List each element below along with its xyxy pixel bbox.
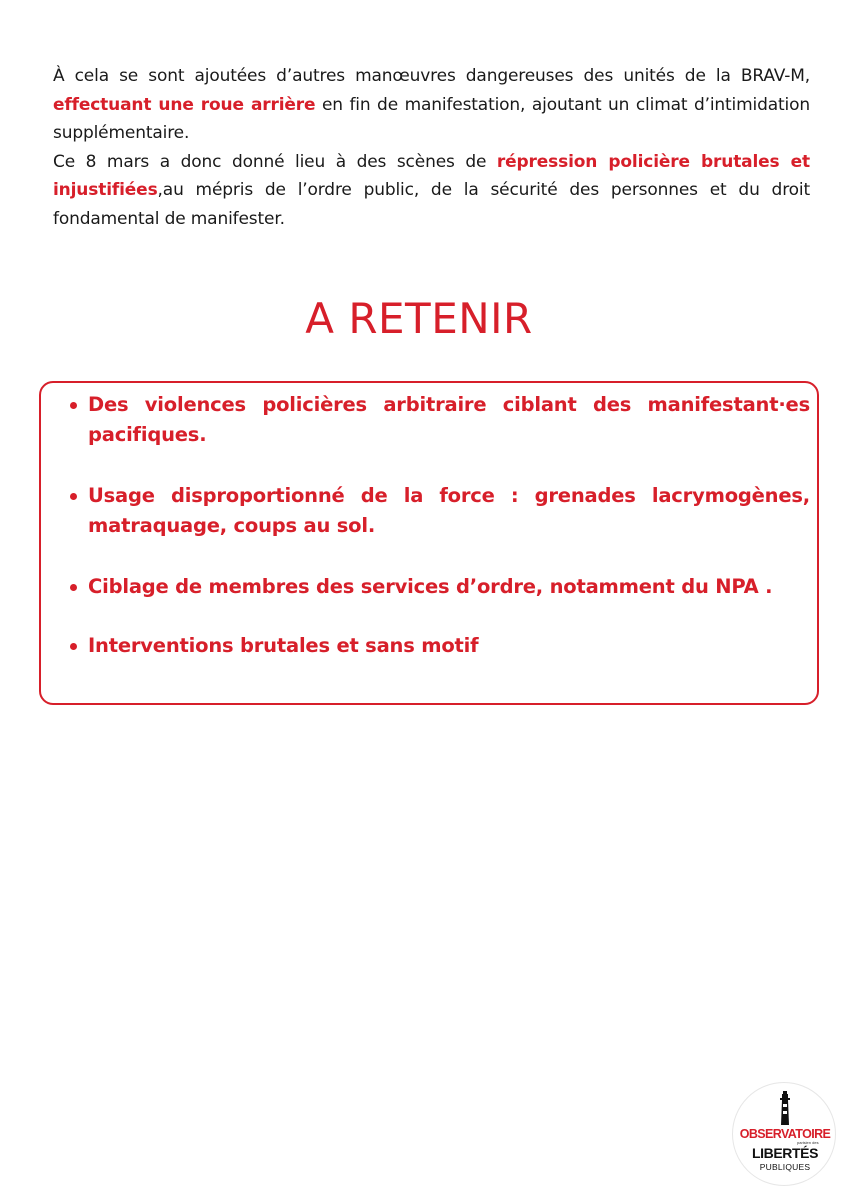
- list-item-text: Usage disproportionné de la force : grenades lacrymogènes, matraquage, coups au sol.: [88, 484, 810, 537]
- list-item: [68, 481, 810, 541]
- section-title: [0, 294, 848, 343]
- intro-text: [53, 62, 810, 233]
- bullet-dot-icon: [70, 402, 77, 409]
- observatoire-logo: [732, 1082, 836, 1186]
- list-item: [68, 572, 810, 602]
- text-run: ,au mépris de l’ordre public, de la sécurité des personnes et du droit fondamental de manifester.: [53, 180, 810, 229]
- list-item: [68, 390, 810, 450]
- logo-small-text: parisien des: [797, 1140, 819, 1145]
- bullet-dot-icon: [70, 584, 77, 591]
- text-run: À cela se sont ajoutées d’autres manœuvres dangereuses des unités de la BRAV-M,: [53, 66, 810, 86]
- bullet-dot-icon: [70, 643, 77, 650]
- summary-list: [68, 390, 810, 661]
- text-run: en fin de manifestation, ajoutant un climat d’intimidation supplémentaire.: [53, 94, 810, 143]
- logo-line-3: PUBLIQUES: [759, 1162, 811, 1172]
- list-item-text: Interventions brutales et sans motif: [88, 634, 479, 657]
- list-item-text: Ciblage de membres des services d’ordre, notamment du NPA .: [88, 575, 773, 598]
- intro-paragraph-2: [53, 148, 810, 234]
- section-title-text: A RETENIR: [305, 294, 533, 343]
- logo-line-2: LIBERTÉS: [751, 1145, 819, 1161]
- highlight-run: répression policière brutales et injustifiées: [53, 151, 810, 200]
- intro-paragraph-1: [53, 62, 810, 148]
- list-item: [68, 631, 810, 661]
- highlight-run: effectuant une roue arrière: [53, 94, 316, 115]
- logo-line-1: OBSERVATOIRE: [739, 1127, 831, 1141]
- text-run: Ce 8 mars a donc donné lieu à des scènes de: [53, 151, 497, 172]
- list-item-text: Des violences policières arbitraire ciblant des manifestant·es pacifiques.: [88, 393, 810, 446]
- bullet-dot-icon: [70, 493, 77, 500]
- lighthouse-icon: [779, 1091, 791, 1127]
